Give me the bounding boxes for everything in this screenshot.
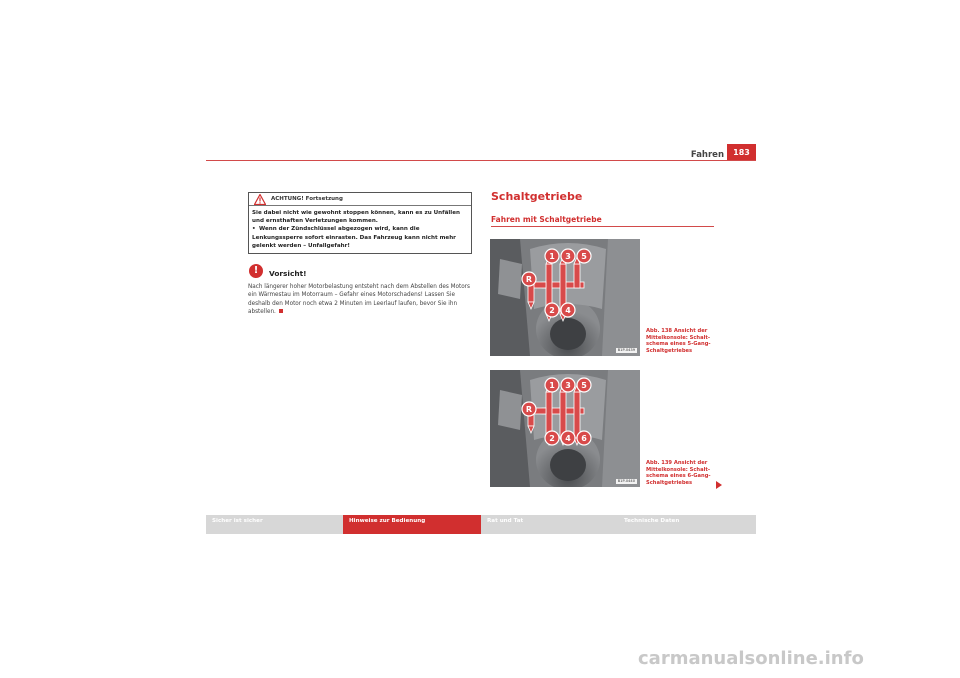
caution-note: [248, 263, 478, 317]
tab-hinweise-zur-bedienung[interactable]: Hinweise zur Bedienung: [343, 515, 481, 534]
gear-label-2: 2: [549, 434, 555, 443]
gear-label-3: 3: [565, 252, 571, 261]
figure-caption-139: Abb. 139 Ansicht der Mittelkonsole: Schaltschema eines 6-Gang-Schaltgetriebes: [646, 460, 711, 487]
tab-rat-und-tat[interactable]: Rat und Tat: [481, 515, 618, 534]
gear-label-4: 4: [565, 306, 571, 315]
tab-technische-daten[interactable]: Technische Daten: [618, 515, 756, 534]
figure-code: B1P-0440: [617, 479, 635, 483]
running-header-section: Fahren: [690, 150, 724, 160]
gear-label-5: 5: [581, 381, 587, 390]
caution-exclamation-icon: !: [249, 264, 263, 278]
gear-label-3: 3: [565, 381, 571, 390]
gear-label-r: R: [525, 405, 533, 414]
bullet: •: [252, 226, 256, 233]
gear-label-r: R: [525, 275, 533, 284]
warning-body: [249, 206, 471, 250]
warning-heading-text: ACHTUNG! Fortsetzung: [271, 196, 343, 202]
gear-label-1: 1: [549, 252, 555, 261]
warning-text-1: Sie dabei nicht wie gewohnt stoppen können, kann es zu Unfällen und ernsthaften Verletzungen kommen.: [252, 210, 460, 225]
warning-text-2: Wenn der Zündschlüssel abgezogen wird, kann die Lenkungssperre sofort einrasten. Das Fahrzeug kann nicht mehr gelenkt werden – Unfallgefahr!: [252, 226, 456, 249]
figure-gear-shift-5-speed: [490, 239, 640, 356]
caution-heading: [248, 263, 478, 278]
gear-label-6: 6: [581, 434, 587, 443]
caution-label: Vorsicht!: [269, 269, 307, 278]
gear-label-4: 4: [565, 434, 571, 443]
warning-heading: [249, 193, 471, 206]
watermark: carmanualsonline.info: [638, 648, 864, 669]
gear-label-1: 1: [549, 381, 555, 390]
figure-code: B1P-0439: [617, 348, 635, 352]
caution-body-text: Nach längerer hoher Motorbelastung entsteht nach dem Abstellen des Motors ein Wärmestau im Motorraum – Gefahr eines Motorschadens! Lassen Sie deshalb den Motor noch etwa 2 Minuten im Leerlauf laufen, bevor Sie ihn abstellen.: [248, 284, 470, 316]
warning-triangle-icon: [254, 194, 266, 205]
figure-caption-138: Abb. 138 Ansicht der Mittelkonsole: Schaltschema eines 5-Gang-Schaltgetriebes: [646, 328, 711, 355]
gear-console-illustration: [490, 370, 640, 487]
page-number: 183: [727, 144, 756, 161]
figure-gear-shift-6-speed: [490, 370, 640, 487]
gear-label-2: 2: [549, 306, 555, 315]
header-rule: [206, 160, 756, 161]
section-end-marker: [279, 309, 283, 313]
gear-console-illustration: [490, 239, 640, 356]
section-title: Schaltgetriebe: [491, 190, 583, 203]
caution-text: [248, 283, 478, 317]
tab-sicher-ist-sicher[interactable]: Sicher ist sicher: [206, 515, 343, 534]
subsection-rule: [491, 226, 714, 227]
warning-item-2: [252, 225, 468, 250]
subsection-title: Fahren mit Schaltgetriebe: [491, 215, 602, 224]
continue-arrow-icon[interactable]: [716, 481, 722, 489]
gear-label-5: 5: [581, 252, 587, 261]
chapter-tabs: [206, 515, 756, 534]
warning-box: [248, 192, 472, 254]
